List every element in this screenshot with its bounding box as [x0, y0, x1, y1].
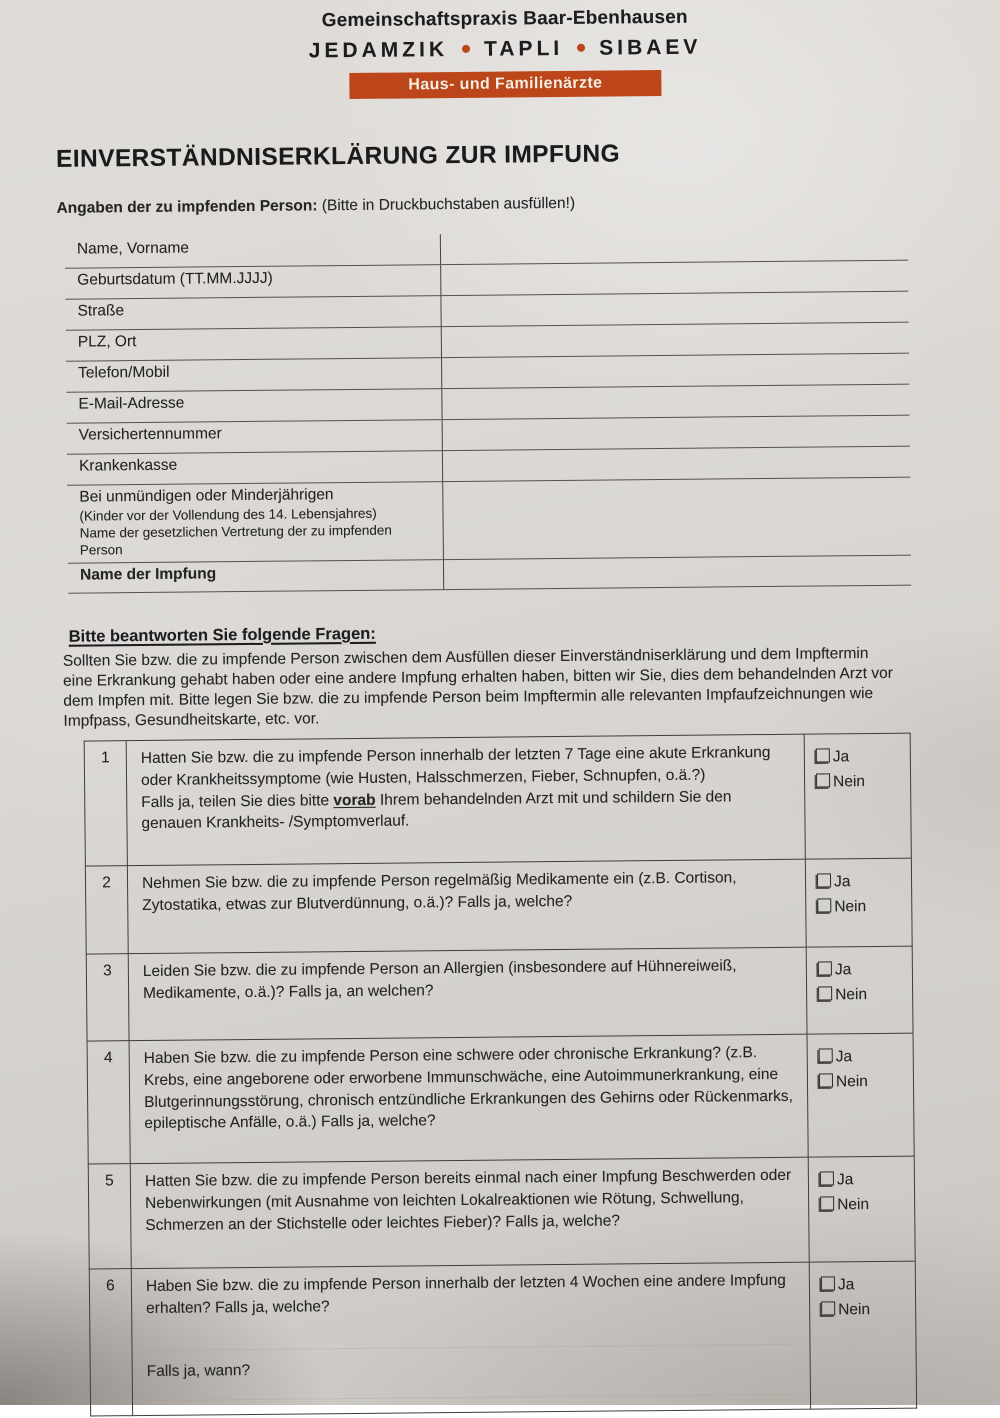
answer-cell — [804, 733, 911, 859]
person-data-table — [65, 230, 911, 594]
practice-banner: Haus- und Familienärzte — [349, 70, 661, 99]
checkbox-ja[interactable]: Ja — [817, 873, 911, 892]
name-field-cell[interactable] — [440, 230, 908, 265]
checkbox-icon[interactable] — [819, 1074, 833, 1088]
field-label: Versichertennummer — [67, 420, 443, 455]
checkbox-nein[interactable]: Nein — [818, 986, 912, 1005]
birthdate-field-cell[interactable] — [441, 260, 909, 295]
question-followup: Falls ja, wann? — [146, 1361, 251, 1380]
practice-name: Gemeinschaftspraxis Baar-Ebenhausen — [321, 6, 688, 32]
checkbox-ja[interactable]: Ja — [819, 1048, 913, 1067]
checkbox-ja[interactable]: Ja — [818, 961, 912, 980]
question-number: 1 — [84, 741, 127, 866]
practice-header — [55, 4, 956, 102]
answer-cell — [807, 1033, 914, 1157]
checkbox-icon[interactable] — [819, 1049, 833, 1063]
field-label: Geburtsdatum (TT.MM.JJJJ) — [65, 265, 441, 300]
checkbox-nein[interactable]: Nein — [821, 1301, 915, 1320]
doctor-names — [55, 33, 955, 66]
question-row — [89, 1261, 916, 1416]
checkbox-icon[interactable] — [818, 987, 832, 1001]
separator-dot-icon — [577, 44, 585, 52]
instruction-bold: Angaben der zu impfenden Person: — [56, 197, 318, 217]
field-label: Name der Impfung — [68, 559, 444, 593]
field-label: Telefon/Mobil — [66, 358, 442, 393]
question-text: Hatten Sie bzw. die zu impfende Person innerhalb der letzten 7 Tage eine akute Erkrankung oder Krankheitssymptome (wie Husten, Halsschmerzen, Fieber, Schnupfen, o.ä.?) Falls ja, teilen Sie dies bitte vorab Ihrem behandelnden Arzt mit und schildern Sie den genauen Krankheits- /Symptomverlauf. — [126, 734, 805, 866]
answer-writing-line — [147, 1394, 792, 1401]
answer-cell — [805, 858, 912, 947]
doctor-name: JEDAMZIK — [308, 38, 449, 63]
email-field-cell[interactable] — [442, 384, 910, 419]
checkbox-icon[interactable] — [817, 899, 831, 913]
doctor-name: SIBAEV — [599, 35, 702, 60]
form-instruction — [56, 191, 961, 218]
question-number: 4 — [87, 1041, 130, 1164]
question-number: 6 — [89, 1269, 132, 1416]
questions-intro: Sollten Sie bzw. die zu impfende Person zwischen dem Ausfüllen dieser Einverständniserklärung und dem Impftermin eine Erkrankung gehabt haben oder eine andere Impfung erhalten haben, bitten wir Sie, dies dem behandelnden Arzt vor dem Impfen mit. Bitte legen Sie bzw. die zu impfende Person beim Impftermin alle relevanten Impfaufzeichnungen wie Impfpass, Gesundheitskarte, etc. vor. — [62, 644, 893, 730]
field-label — [67, 482, 443, 563]
checkbox-nein[interactable]: Nein — [820, 1196, 914, 1215]
insurance-number-field-cell[interactable] — [442, 415, 910, 450]
checkbox-nein[interactable]: Nein — [816, 773, 910, 792]
question-number: 2 — [85, 866, 128, 954]
table-row — [67, 477, 911, 563]
instruction-note: (Bitte in Druckbuchstaben ausfüllen!) — [321, 194, 576, 215]
street-field-cell[interactable] — [441, 291, 909, 326]
phone-field-cell[interactable] — [442, 353, 910, 388]
field-label: E-Mail-Adresse — [66, 389, 442, 424]
question-row — [86, 946, 913, 1041]
question-text: Nehmen Sie bzw. die zu impfende Person regelmäßig Medikamente ein (z.B. Cortison, Zytostatika, etwas zur Blutverdünnung, o.ä.)? Falls ja, welche? — [127, 859, 806, 954]
checkbox-icon[interactable] — [816, 749, 830, 763]
question-text: Haben Sie bzw. die zu impfende Person eine schwere oder chronische Erkrankung? (z.B. Krebs, eine angeborene oder erworbene Immunschwäche, eine Autoimmunerkrankung, eine Blutgerinnungsstörung, chronisch entzündliche Erkrankungen des Gehirns oder Rückenmarks, epileptische Anfälle, o.ä.) Falls ja, welche? — [129, 1034, 808, 1164]
page-title: EINVERSTÄNDNISERKLÄRUNG ZUR IMPFUNG — [55, 140, 621, 173]
separator-dot-icon — [462, 45, 470, 53]
checkbox-icon[interactable] — [821, 1302, 835, 1316]
doctor-name: TAPLI — [483, 36, 564, 61]
question-text: Hatten Sie bzw. die zu impfende Person bereits einmal nach einer Impfung Beschwerden oder Nebenwirkungen (mit Ausnahme von leichten Lokalreaktionen wie Rötung, Schwellung, Schmerzen an der Stichstelle oder leichtes Fieber)? Falls ja, welche? — [130, 1157, 809, 1269]
field-label-main: Bei unmündigen oder Minderjährigen — [79, 486, 334, 506]
checkbox-icon[interactable] — [820, 1197, 834, 1211]
health-insurer-field-cell[interactable] — [442, 446, 910, 481]
answer-cell — [809, 1261, 916, 1409]
field-label-sublines: (Kinder vor der Vollendung des 14. Lebensjahres) Name der gesetzlichen Vertretung der zu impfenden Person — [79, 505, 392, 558]
checkbox-ja[interactable]: Ja — [821, 1276, 915, 1295]
answer-writing-line — [147, 1343, 792, 1350]
question-number: 3 — [86, 954, 129, 1041]
question-row — [85, 858, 912, 954]
emphasized-word: vorab — [333, 791, 376, 809]
checkbox-icon[interactable] — [816, 774, 830, 788]
question-number: 5 — [88, 1164, 131, 1269]
checkbox-icon[interactable] — [817, 874, 831, 888]
question-row — [87, 1033, 914, 1164]
guardian-field-cell[interactable] — [443, 477, 911, 559]
answer-cell — [808, 1156, 915, 1262]
answer-cell — [806, 946, 913, 1034]
vaccine-name-field-cell[interactable] — [443, 555, 911, 589]
question-row — [88, 1156, 915, 1269]
city-field-cell[interactable] — [441, 322, 909, 357]
checkbox-icon[interactable] — [820, 1172, 834, 1186]
checkbox-nein[interactable]: Nein — [819, 1073, 913, 1092]
field-label: Straße — [65, 296, 441, 331]
field-label: Name, Vorname — [65, 234, 441, 268]
questions-heading: Bitte beantworten Sie folgende Fragen: — [68, 624, 376, 646]
question-text: Leiden Sie bzw. die zu impfende Person an Allergien (insbesondere auf Hühnereiweiß, Medikamente, o.ä.)? Falls ja, an welchen? — [128, 947, 807, 1041]
questions-table — [84, 733, 917, 1417]
question-text: Haben Sie bzw. die zu impfende Person innerhalb der letzten 4 Wochen eine andere Impfung erhalten? Falls ja, welche? Falls ja, wann? — [131, 1262, 810, 1416]
checkbox-ja[interactable]: Ja — [816, 748, 910, 767]
field-label: Krankenkasse — [67, 451, 443, 486]
checkbox-ja[interactable]: Ja — [820, 1171, 914, 1190]
checkbox-icon[interactable] — [821, 1277, 835, 1291]
field-label: PLZ, Ort — [66, 327, 442, 362]
question-row — [84, 733, 911, 866]
checkbox-nein[interactable]: Nein — [817, 898, 911, 917]
checkbox-icon[interactable] — [818, 962, 832, 976]
